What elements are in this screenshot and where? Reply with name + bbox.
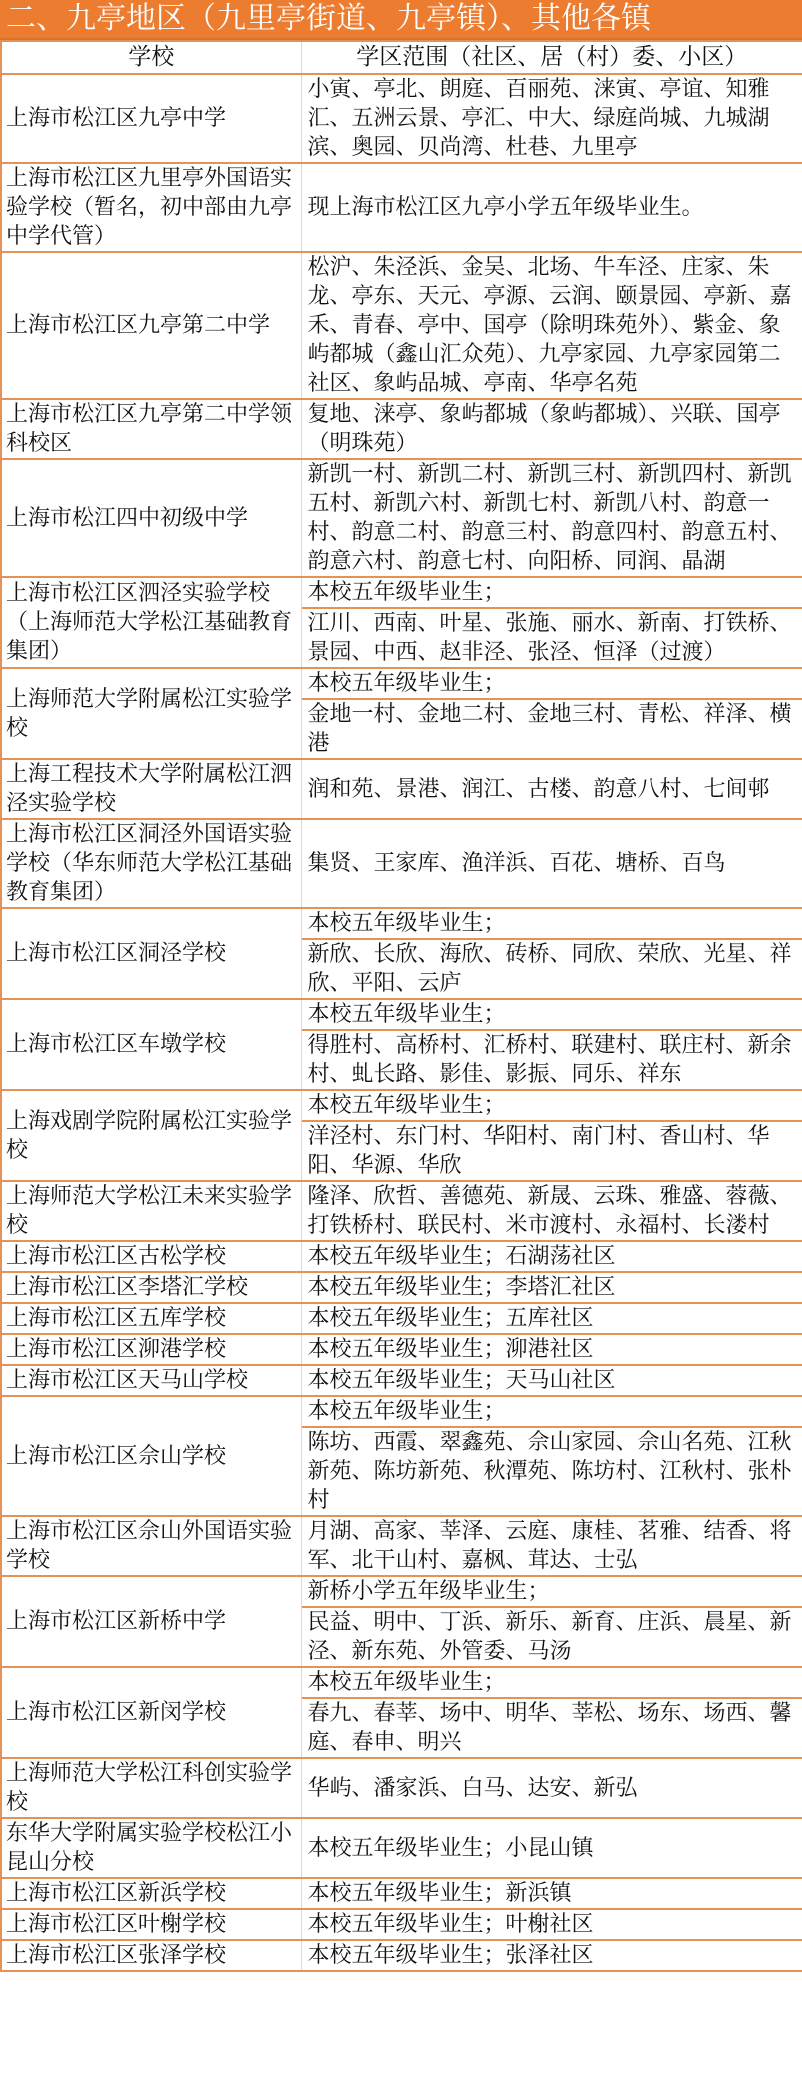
school-name-cell: 上海市松江区洞泾外国语实验学校（华东师范大学松江基础教育集团） <box>1 819 301 908</box>
district-area-cell <box>301 459 802 577</box>
area-list: 新凯一村、新凯二村、新凯三村、新凯四村、新凯五村、新凯六村、新凯七村、新凯八村、韵意一村、韵意二村、韵意三村、韵意四村、韵意五村、韵意六村、韵意七村、向阳桥、同润、晶湖 <box>307 462 792 574</box>
school-name-cell: 上海市松江区九里亭外国语实验学校（暂名，初中部由九亭中学代管） <box>1 163 301 252</box>
district-area-cell <box>301 1303 802 1334</box>
table-body <box>1 74 802 1971</box>
table-row <box>1 1758 802 1818</box>
eligibility-note: 本校五年级毕业生； <box>302 909 802 940</box>
area-list: 集贤、王家库、渔洋浜、百花、塘桥、百鸟 <box>307 851 726 876</box>
area-list: 本校五年级毕业生；石湖荡社区 <box>307 1244 616 1269</box>
district-area-cell <box>301 759 802 819</box>
eligibility-note: 本校五年级毕业生； <box>302 1000 802 1031</box>
table-row <box>1 1272 802 1303</box>
area-list: 本校五年级毕业生；小昆山镇 <box>307 1835 594 1861</box>
area-list: 松沪、朱泾浜、金吴、北场、牛车泾、庄家、朱龙、亭东、天元、亭源、云润、颐景园、亭新、嘉禾、青春、亭中、国亭（除明珠苑外）、紫金、象屿都城（鑫山汇众苑）、九亭家园、九亭家园第二社区、象屿品城、亭南、华亭名苑 <box>307 255 792 396</box>
area-list: 金地一村、金地二村、金地三村、青松、祥泽、横港 <box>307 702 792 756</box>
school-name-cell: 上海工程技术大学附属松江泗泾实验学校 <box>1 759 301 819</box>
area-list: 润和苑、景港、润江、古楼、韵意八村、七间邨 <box>307 776 770 802</box>
school-name-cell: 上海师范大学松江未来实验学校 <box>1 1181 301 1241</box>
school-district-table <box>0 40 802 1972</box>
school-name-cell: 上海市松江区叶榭学校 <box>1 1909 301 1940</box>
district-area-cell <box>301 1516 802 1576</box>
table-header-row <box>1 41 802 74</box>
school-name-cell: 上海师范大学松江科创实验学校 <box>1 1758 301 1818</box>
district-area-cell <box>301 1181 802 1241</box>
table-row <box>1 252 802 399</box>
school-name-cell: 上海市松江区佘山外国语实验学校 <box>1 1516 301 1576</box>
table-row <box>1 1878 802 1909</box>
school-name-cell: 上海市松江四中初级中学 <box>1 459 301 577</box>
school-name-cell: 上海市松江区新浜学校 <box>1 1878 301 1909</box>
school-name-cell: 上海戏剧学院附属松江实验学校 <box>1 1090 301 1181</box>
school-name-cell: 上海市松江区泖港学校 <box>1 1334 301 1365</box>
eligibility-note: 本校五年级毕业生； <box>302 1668 802 1699</box>
table-row <box>1 1818 802 1878</box>
area-list: 复地、涞亭、象屿都城（象屿都城）、兴联、国亭（明珠苑） <box>307 402 781 456</box>
district-area-cell <box>301 999 802 1090</box>
school-name-cell: 上海市松江区天马山学校 <box>1 1365 301 1396</box>
area-list: 春九、春莘、场中、明华、莘松、场东、场西、馨庭、春申、明兴 <box>307 1701 792 1755</box>
area-list: 隆泽、欣哲、善德苑、新晟、云珠、雅盛、蓉薇、打铁桥村、联民村、米市渡村、永福村、长溇村 <box>307 1184 792 1238</box>
school-name-cell: 上海市松江区九亭第二中学领科校区 <box>1 399 301 459</box>
table-row <box>1 1516 802 1576</box>
district-area-cell <box>301 577 802 668</box>
eligibility-note: 本校五年级毕业生； <box>302 1397 802 1428</box>
district-area-cell <box>301 1241 802 1272</box>
district-area-cell <box>301 1940 802 1971</box>
school-name-cell: 上海市松江区九亭中学 <box>1 74 301 163</box>
section-title: 二、九亭地区（九里亭街道、九亭镇）、其他各镇 <box>0 0 802 40</box>
district-area-cell <box>301 1878 802 1909</box>
area-list: 小寅、亭北、朗庭、百丽苑、涞寅、亭谊、知雅汇、五洲云景、亭汇、中大、绿庭尚城、九城湖滨、奥园、贝尚湾、杜巷、九里亭 <box>307 77 770 160</box>
area-list: 得胜村、高桥村、汇桥村、联建村、联庄村、新余村、虬长路、影佳、影振、同乐、祥东 <box>307 1033 792 1087</box>
district-area-cell <box>301 1576 802 1667</box>
eligibility-note: 本校五年级毕业生； <box>302 669 802 700</box>
table-row <box>1 908 802 999</box>
district-area-cell <box>301 819 802 908</box>
table-row <box>1 1181 802 1241</box>
area-list: 本校五年级毕业生；新浜镇 <box>307 1881 572 1906</box>
area-list: 江川、西南、叶星、张施、丽水、新南、打铁桥、景园、中西、赵非泾、张泾、恒泽（过渡） <box>307 611 792 665</box>
district-area-cell <box>301 1272 802 1303</box>
district-area-cell <box>301 1334 802 1365</box>
area-list: 月湖、高家、莘泽、云庭、康桂、茗雅、结香、将军、北干山村、嘉枫、茸达、士弘 <box>307 1519 792 1573</box>
area-list: 华屿、潘家浜、白马、达安、新弘 <box>307 1775 638 1801</box>
table-row <box>1 1365 802 1396</box>
table-row <box>1 399 802 459</box>
district-area-cell <box>301 163 802 252</box>
area-list: 本校五年级毕业生；泖港社区 <box>307 1337 594 1362</box>
table-row <box>1 819 802 908</box>
area-list: 本校五年级毕业生；天马山社区 <box>307 1368 616 1393</box>
eligibility-note: 本校五年级毕业生； <box>302 578 802 609</box>
district-area-cell <box>301 1667 802 1758</box>
table-row <box>1 74 802 163</box>
school-name-cell: 上海市松江区泗泾实验学校（上海师范大学松江基础教育集团） <box>1 577 301 668</box>
area-list: 本校五年级毕业生；叶榭社区 <box>307 1912 594 1937</box>
table-row <box>1 1909 802 1940</box>
school-name-cell: 上海师范大学附属松江实验学校 <box>1 668 301 759</box>
table-row <box>1 163 802 252</box>
column-header-school: 学校 <box>1 41 301 74</box>
school-name-cell: 上海市松江区洞泾学校 <box>1 908 301 999</box>
district-area-cell <box>301 1758 802 1818</box>
district-area-cell <box>301 399 802 459</box>
table-row <box>1 1303 802 1334</box>
table-row <box>1 1667 802 1758</box>
district-area-cell <box>301 252 802 399</box>
area-list: 陈坊、西霞、翠鑫苑、佘山家园、佘山名苑、江秋新苑、陈坊新苑、秋潭苑、陈坊村、江秋村、张朴村 <box>307 1430 792 1513</box>
district-area-cell <box>301 668 802 759</box>
area-list: 本校五年级毕业生；李塔汇社区 <box>307 1275 616 1300</box>
table-row <box>1 1241 802 1272</box>
table-row <box>1 1940 802 1971</box>
table-row <box>1 1396 802 1516</box>
school-name-cell: 上海市松江区张泽学校 <box>1 1940 301 1971</box>
area-list: 本校五年级毕业生；张泽社区 <box>307 1943 594 1968</box>
table-row <box>1 459 802 577</box>
district-area-cell <box>301 1090 802 1181</box>
area-list: 现上海市松江区九亭小学五年级毕业生。 <box>307 195 704 220</box>
district-area-cell <box>301 74 802 163</box>
table-row <box>1 668 802 759</box>
school-name-cell: 上海市松江区新闵学校 <box>1 1667 301 1758</box>
school-name-cell: 东华大学附属实验学校松江小昆山分校 <box>1 1818 301 1878</box>
district-area-cell <box>301 908 802 999</box>
school-name-cell: 上海市松江区古松学校 <box>1 1241 301 1272</box>
area-list: 洋泾村、东门村、华阳村、南门村、香山村、华阳、华源、华欣 <box>307 1124 770 1178</box>
school-name-cell: 上海市松江区五库学校 <box>1 1303 301 1334</box>
table-row <box>1 1334 802 1365</box>
table-row <box>1 1090 802 1181</box>
eligibility-note: 本校五年级毕业生； <box>302 1091 802 1122</box>
district-area-cell <box>301 1396 802 1516</box>
school-name-cell: 上海市松江区新桥中学 <box>1 1576 301 1667</box>
district-area-cell <box>301 1818 802 1878</box>
area-list: 民益、明中、丁浜、新乐、新育、庄浜、晨星、新泾、新东苑、外管委、马汤 <box>307 1610 792 1664</box>
eligibility-note: 新桥小学五年级毕业生； <box>302 1577 802 1608</box>
column-header-area: 学区范围（社区、居（村）委、小区） <box>301 41 802 74</box>
area-list: 新欣、长欣、海欣、砖桥、同欣、荣欣、光星、祥欣、平阳、云庐 <box>307 942 792 996</box>
table-row <box>1 759 802 819</box>
area-list: 本校五年级毕业生；五库社区 <box>307 1306 594 1331</box>
school-name-cell: 上海市松江区李塔汇学校 <box>1 1272 301 1303</box>
school-name-cell: 上海市松江区车墩学校 <box>1 999 301 1090</box>
table-row <box>1 1576 802 1667</box>
table-row <box>1 999 802 1090</box>
school-name-cell: 上海市松江区九亭第二中学 <box>1 252 301 399</box>
table-row <box>1 577 802 668</box>
district-area-cell <box>301 1909 802 1940</box>
school-name-cell: 上海市松江区佘山学校 <box>1 1396 301 1516</box>
district-area-cell <box>301 1365 802 1396</box>
